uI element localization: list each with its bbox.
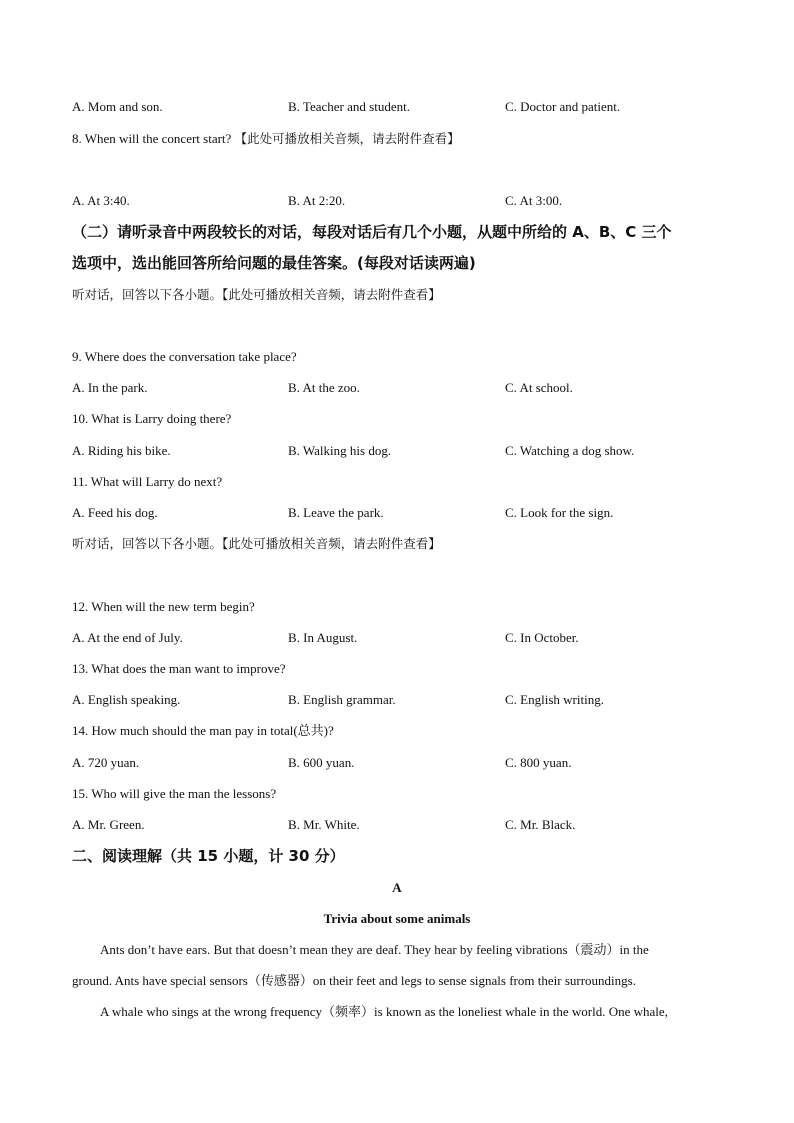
dialogue2-prompt: 听对话，回答以下各小题。【此处可播放相关音频，请去附件查看】 <box>72 536 441 551</box>
q8-option-b: B. At 2:20. <box>288 193 346 208</box>
q8-audio-note: 【此处可播放相关音频，请去附件查看】 <box>234 131 460 146</box>
q12-question: 12. When will the new term begin? <box>72 599 255 614</box>
q7-option-c: C. Doctor and patient. <box>505 99 621 114</box>
q14-option-c: C. 800 yuan. <box>505 755 572 770</box>
section2-instruction-line1: （二）请听录音中两段较长的对话，每段对话后有几个小题，从题中所给的 A、B、C 三个 <box>72 223 672 241</box>
q9-options <box>72 380 722 396</box>
q15-options <box>72 817 722 833</box>
q10-question: 10. What is Larry doing there? <box>72 411 232 426</box>
passage-para1-line1: Ants don’t have ears. But that doesn’t mean they are deaf. They hear by feeling vibrations（震动）in the <box>100 942 649 957</box>
q15-option-c: C. Mr. Black. <box>505 817 576 832</box>
q10-option-c: C. Watching a dog show. <box>505 443 635 458</box>
q15-option-a: A. Mr. Green. <box>72 817 145 832</box>
q14-options <box>72 755 722 771</box>
q11-option-c: C. Look for the sign. <box>505 505 614 520</box>
passage-title: Trivia about some animals <box>323 911 471 926</box>
q9-option-b: B. At the zoo. <box>288 380 360 395</box>
q12-options <box>72 630 722 646</box>
q7-options <box>72 99 722 115</box>
passage-label: A <box>392 880 402 895</box>
q15-option-b: B. Mr. White. <box>288 817 360 832</box>
q13-options <box>72 692 722 708</box>
q10-option-a: A. Riding his bike. <box>72 443 171 458</box>
q11-options <box>72 505 722 521</box>
q14-option-b: B. 600 yuan. <box>288 755 355 770</box>
q15-question: 15. Who will give the man the lessons? <box>72 786 277 801</box>
q8-question: 8. When will the concert start? <box>72 131 232 146</box>
section2-instruction-line2: 选项中，选出能回答所给问题的最佳答案。(每段对话读两遍) <box>72 254 476 272</box>
q13-option-a: A. English speaking. <box>72 692 181 707</box>
q12-option-b: B. In August. <box>288 630 358 645</box>
q14-question: 14. How much should the man pay in total(总共)? <box>72 723 334 738</box>
q13-question: 13. What does the man want to improve? <box>72 661 286 676</box>
q10-options <box>72 443 722 459</box>
q13-option-c: C. English writing. <box>505 692 604 707</box>
passage-para1-line2: ground. Ants have special sensors（传感器）on their feet and legs to sense signals from their surroundings. <box>72 973 636 988</box>
q8-option-a: A. At 3:40. <box>72 193 130 208</box>
q9-option-c: C. At school. <box>505 380 573 395</box>
reading-section-heading: 二、阅读理解（共 15 小题，计 30 分） <box>72 847 345 865</box>
q8-option-c: C. At 3:00. <box>505 193 563 208</box>
q11-option-a: A. Feed his dog. <box>72 505 158 520</box>
passage-para2-line1: A whale who sings at the wrong frequency（频率）is known as the loneliest whale in the world. One whale, <box>100 1004 668 1019</box>
q7-option-b: B. Teacher and student. <box>288 99 410 114</box>
q10-option-b: B. Walking his dog. <box>288 443 392 458</box>
q12-option-c: C. In October. <box>505 630 579 645</box>
q14-option-a: A. 720 yuan. <box>72 755 140 770</box>
q12-option-a: A. At the end of July. <box>72 630 183 645</box>
dialogue1-prompt: 听对话，回答以下各小题。【此处可播放相关音频，请去附件查看】 <box>72 287 441 302</box>
q11-question: 11. What will Larry do next? <box>72 474 223 489</box>
q11-option-b: B. Leave the park. <box>288 505 384 520</box>
q9-question: 9. Where does the conversation take place? <box>72 349 297 364</box>
q8-options <box>72 193 722 209</box>
q8-question-line <box>72 131 460 147</box>
q13-option-b: B. English grammar. <box>288 692 396 707</box>
q7-option-a: A. Mom and son. <box>72 99 163 114</box>
q9-option-a: A. In the park. <box>72 380 148 395</box>
